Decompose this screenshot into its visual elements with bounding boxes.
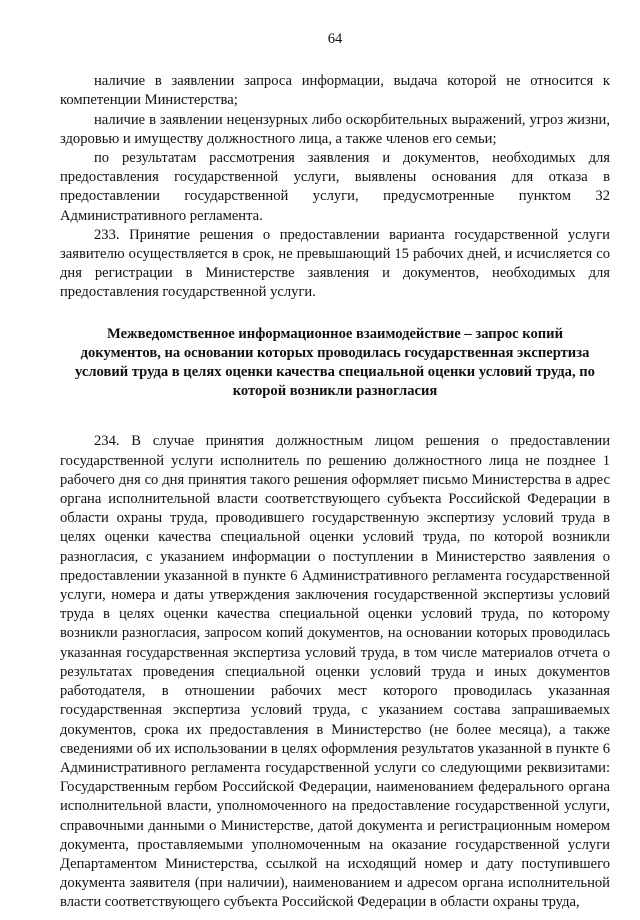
- paragraph-obscene-expressions: наличие в заявлении нецензурных либо оскорбительных выражений, угроз жизни, здоровью и имуществу должностного лица, а также членов его семьи;: [60, 111, 610, 147]
- section-heading-line: которой возникли разногласия: [232, 383, 438, 400]
- paragraph-234: 234. В случае принятия должностным лицом решения о предоставлении государственной услуги исполнитель по решению должностного лица не позднее 1 рабочего дня со дня принятия такого решения оформляет письмо Министерства в адрес органа исполнительной власти соответствующего субъекта Российской Федерации в области охраны труда, проводившего государственную экспертизу условий труда в целях оценки качества специальной оценки условий труда, по которой возникли разногласия, с указанием информации о поступлении в Министерство заявления о предоставлении указанной в пункте 6 Административного регламента государственной услуги, номера и даты утверждения заключения государственной экспертизы условий труда в целях оценки качества специальной оценки условий труда, по которому возникли разногласия, запросом копий документов, на основании которых проводилась указанная государственная экспертиза условий труда, в том числе материалов отчета о результатах проведения специальной оценки условий труда и иных документов работодателя, в отношении рабочих мест которого проводилась указанная государственная экспертиза условий труда, с указанием состава запрашиваемых документов, срока их предоставления в Министерство (не более месяца), а также сведениями об их использовании в целях оформления результатов указанной в пункте 6 Административного регламента государственной услуги со следующими реквизитами: Государственным гербом Российской Федерации, наименованием федерального органа исполнительной власти, уполномоченного на предоставление государственной услуги, справочными данными о Министерстве, датой документа и регистрационным номером документа, проставляемыми уполномоченным на оказание государственной услуги Департаментом Министерства, ссылкой на исходящий номер и дату поступившего документа заявителя (при наличии), наименованием и адресом органа исполнительной власти соответствующего субъекта Российской Федерации в области охраны труда,: [60, 433, 610, 911]
- section-heading-line: документов, на основании которых проводилась государственная экспертиза: [80, 344, 590, 361]
- page-number: 64: [327, 31, 343, 47]
- paragraph-info-request: наличие в заявлении запроса информации, выдача которой не относится к компетенции Министерства;: [60, 73, 610, 109]
- section-heading-line: условий труда в целях оценки качества специальной оценки условий труда, по: [75, 364, 595, 381]
- paragraph-refusal-grounds: по результатам рассмотрения заявления и документов, необходимых для предоставления государственной услуги, выявлены основания для отказа в предоставлении государственной услуги, предусмотренные пунктом 32 Административного регламента.: [60, 150, 610, 224]
- section-heading-line: Межведомственное информационное взаимодействие – запрос копий: [107, 325, 563, 342]
- section-heading: [70, 325, 600, 402]
- paragraph-233: 233. Принятие решения о предоставлении варианта государственной услуги заявителю осуществляется в срок, не превышающий 15 рабочих дней, и исчисляется со дня регистрации в Министерстве заявления и документов, необходимых для предоставления государственной услуги.: [60, 226, 610, 301]
